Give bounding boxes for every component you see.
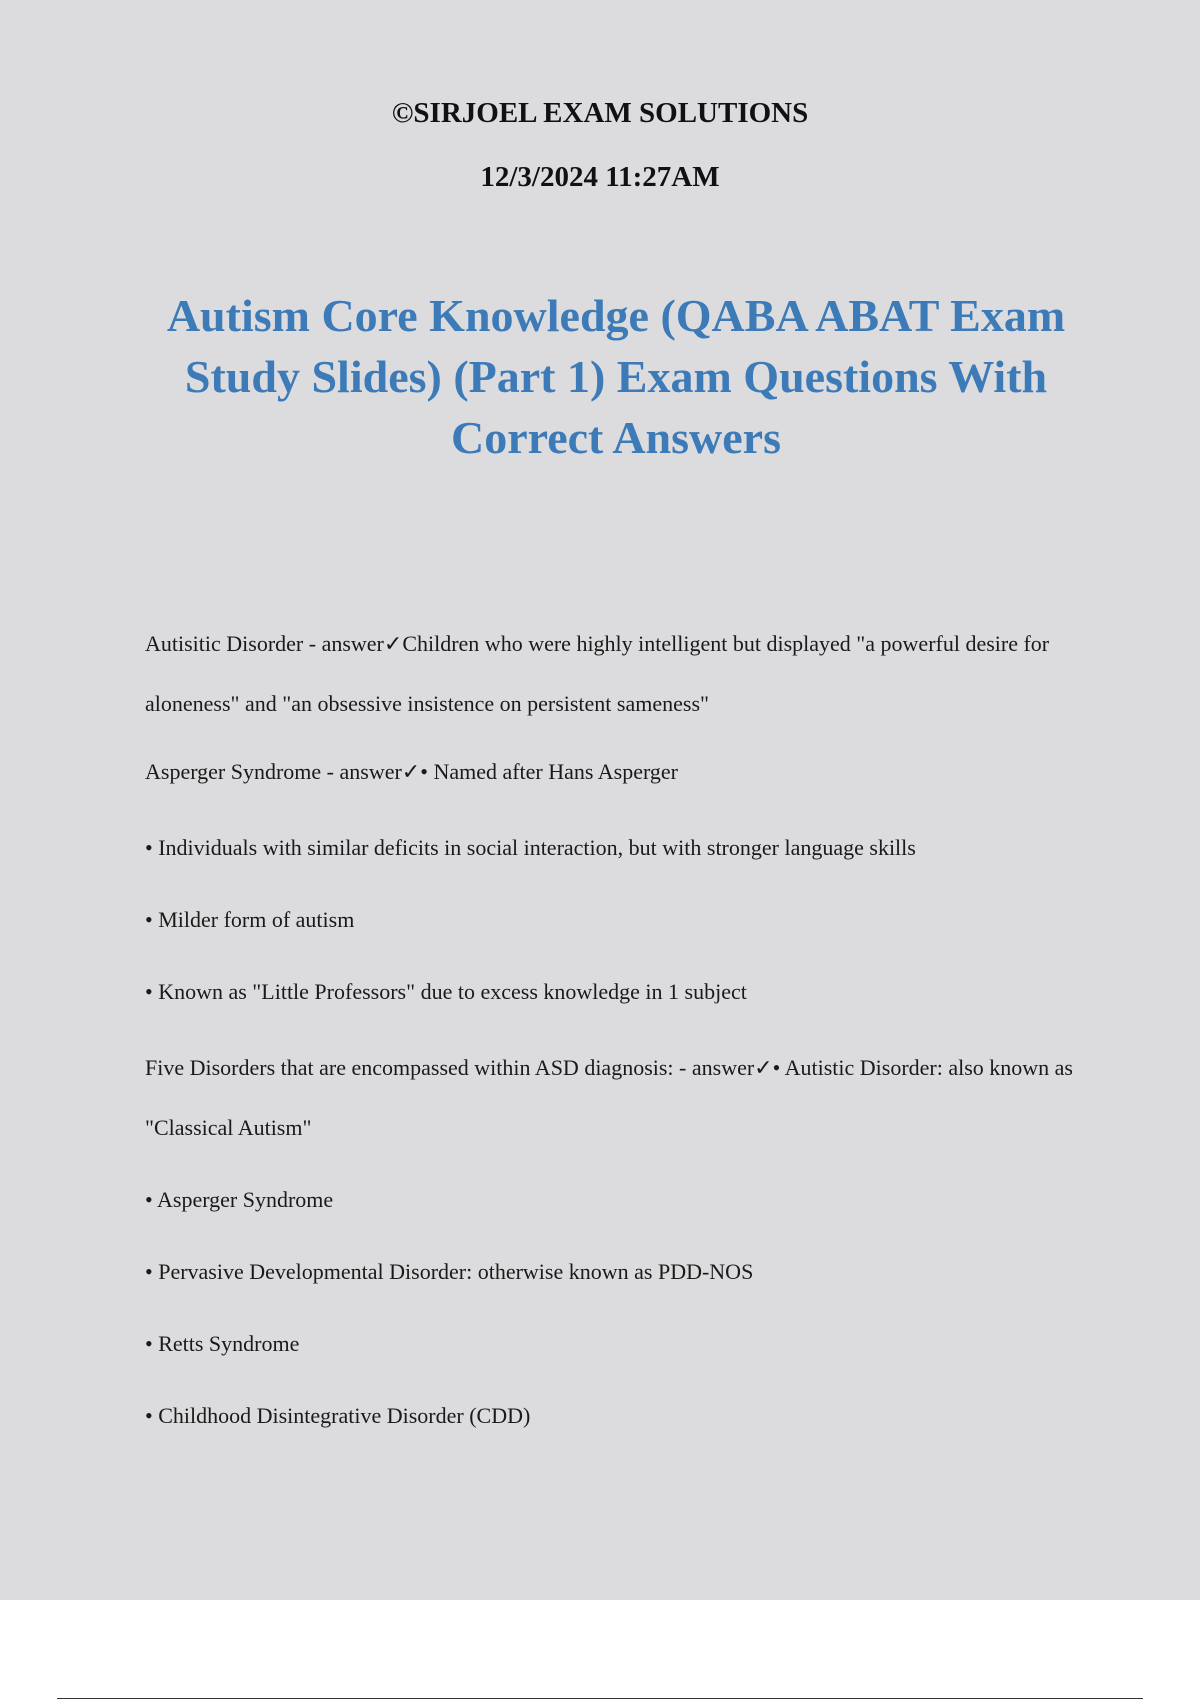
entry-disorder-cdd: • Childhood Disintegrative Disorder (CDD) — [145, 1403, 531, 1428]
entry-disorder-retts: • Retts Syndrome — [145, 1331, 300, 1356]
entry-disorder-asperger: • Asperger Syndrome — [145, 1187, 334, 1212]
document-title: Autism Core Knowledge (QABA ABAT Exam Study Slides) (Part 1) Exam Questions With Correct Answers — [166, 290, 1066, 463]
document-body — [145, 614, 1085, 1456]
entry-asperger-bullet-1: • Individuals with similar deficits in social interaction, but with stronger language skills — [145, 835, 916, 860]
datetime-header: 12/3/2024 11:27AM — [480, 161, 720, 193]
entry-disorder-pdd-nos: • Pervasive Developmental Disorder: otherwise known as PDD-NOS — [145, 1259, 754, 1284]
brand-header: ©SIRJOEL EXAM SOLUTIONS — [391, 97, 809, 129]
entry-asperger-bullet-2: • Milder form of autism — [145, 907, 355, 932]
entry-asperger-syndrome: Asperger Syndrome - answer✓• Named after Hans Asperger — [145, 759, 678, 784]
entry-five-disorders: Five Disorders that are encompassed within ASD diagnosis: - answer✓• Autistic Disorder: also known as "Classical Autism" — [145, 1055, 1073, 1140]
entry-autistic-disorder: Autisitic Disorder - answer✓Children who were highly intelligent but displayed "a powerful desire for aloneness" and "an obsessive insistence on persistent sameness" — [145, 631, 1050, 716]
bottom-divider — [57, 1698, 1143, 1699]
entry-asperger-bullet-3: • Known as "Little Professors" due to excess knowledge in 1 subject — [145, 979, 747, 1004]
